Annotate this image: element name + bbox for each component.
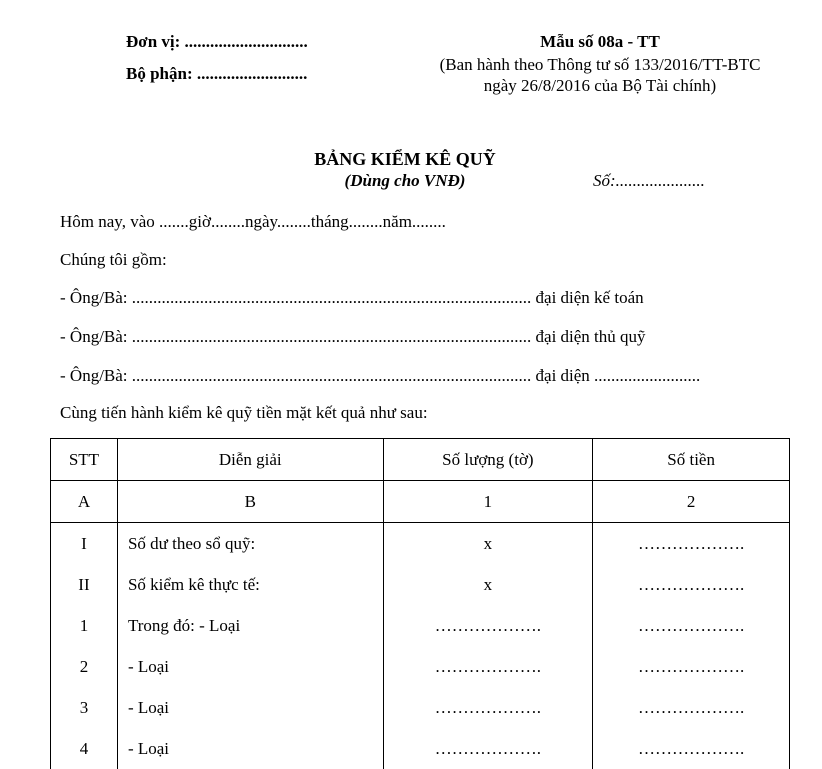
label-b: B bbox=[117, 481, 383, 523]
header-description: Diễn giải bbox=[117, 439, 383, 481]
row-stt: 2 bbox=[51, 646, 118, 687]
table-label-row bbox=[51, 481, 790, 523]
table-row bbox=[51, 728, 790, 769]
intro-text: Cùng tiến hành kiểm kê quỹ tiền mặt kết quả như sau: bbox=[60, 403, 428, 422]
label-a: A bbox=[51, 481, 118, 523]
row-description: Trong đó: - Loại bbox=[117, 605, 383, 646]
label-2: 2 bbox=[593, 481, 790, 523]
row-description: - Loại bbox=[117, 646, 383, 687]
row-amount: ………………. bbox=[593, 646, 790, 687]
table-row bbox=[51, 687, 790, 728]
row-amount: ………………. bbox=[593, 564, 790, 605]
member-accountant: - Ông/Bà: .............................................................................................. đại diện kế toán bbox=[60, 288, 644, 307]
issued-by-line-1: (Ban hành theo Thông tư số 133/2016/TT-BTC bbox=[439, 55, 761, 74]
header-quantity: Số lượng (tờ) bbox=[383, 439, 593, 481]
unit-field: Đơn vị: ............................. bbox=[126, 32, 308, 51]
header-amount: Số tiền bbox=[593, 439, 790, 481]
row-quantity: ………………. bbox=[383, 687, 593, 728]
table-row bbox=[51, 605, 790, 646]
department-field: Bộ phận: .......................... bbox=[126, 64, 308, 83]
cash-count-table bbox=[50, 438, 790, 769]
label-1: 1 bbox=[383, 481, 593, 523]
table-row bbox=[51, 646, 790, 687]
row-quantity: x bbox=[383, 523, 593, 565]
row-stt: 3 bbox=[51, 687, 118, 728]
document-number: Số:..................... bbox=[593, 171, 705, 190]
row-description: Số dư theo sổ quỹ: bbox=[117, 523, 383, 565]
issued-by-line-2: ngày 26/8/2016 của Bộ Tài chính) bbox=[483, 76, 717, 95]
row-amount: ………………. bbox=[593, 687, 790, 728]
document-title: BẢNG KIỂM KÊ QUỸ bbox=[314, 149, 496, 169]
row-amount: ………………. bbox=[593, 605, 790, 646]
form-number: Mẫu số 08a - TT bbox=[540, 32, 660, 51]
header-stt: STT bbox=[51, 439, 118, 481]
row-stt: 4 bbox=[51, 728, 118, 769]
row-stt: II bbox=[51, 564, 118, 605]
member-cashier: - Ông/Bà: .............................................................................................. đại diện thủ quỹ bbox=[60, 327, 646, 346]
row-description: - Loại bbox=[117, 687, 383, 728]
row-quantity: ………………. bbox=[383, 646, 593, 687]
row-description: Số kiểm kê thực tế: bbox=[117, 564, 383, 605]
row-stt: 1 bbox=[51, 605, 118, 646]
table-row bbox=[51, 564, 790, 605]
row-quantity: x bbox=[383, 564, 593, 605]
row-amount: ………………. bbox=[593, 523, 790, 565]
row-quantity: ………………. bbox=[383, 605, 593, 646]
document-subtitle: (Dùng cho VNĐ) bbox=[344, 171, 466, 190]
members-heading: Chúng tôi gồm: bbox=[60, 250, 167, 269]
row-stt: I bbox=[51, 523, 118, 565]
member-other: - Ông/Bà: .............................................................................................. đại diện ......................... bbox=[60, 366, 701, 385]
row-description: - Loại bbox=[117, 728, 383, 769]
table-row bbox=[51, 523, 790, 565]
row-quantity: ………………. bbox=[383, 728, 593, 769]
row-amount: ………………. bbox=[593, 728, 790, 769]
table-header-row bbox=[51, 439, 790, 481]
date-line: Hôm nay, vào .......giờ........ngày........tháng........năm........ bbox=[60, 212, 446, 231]
